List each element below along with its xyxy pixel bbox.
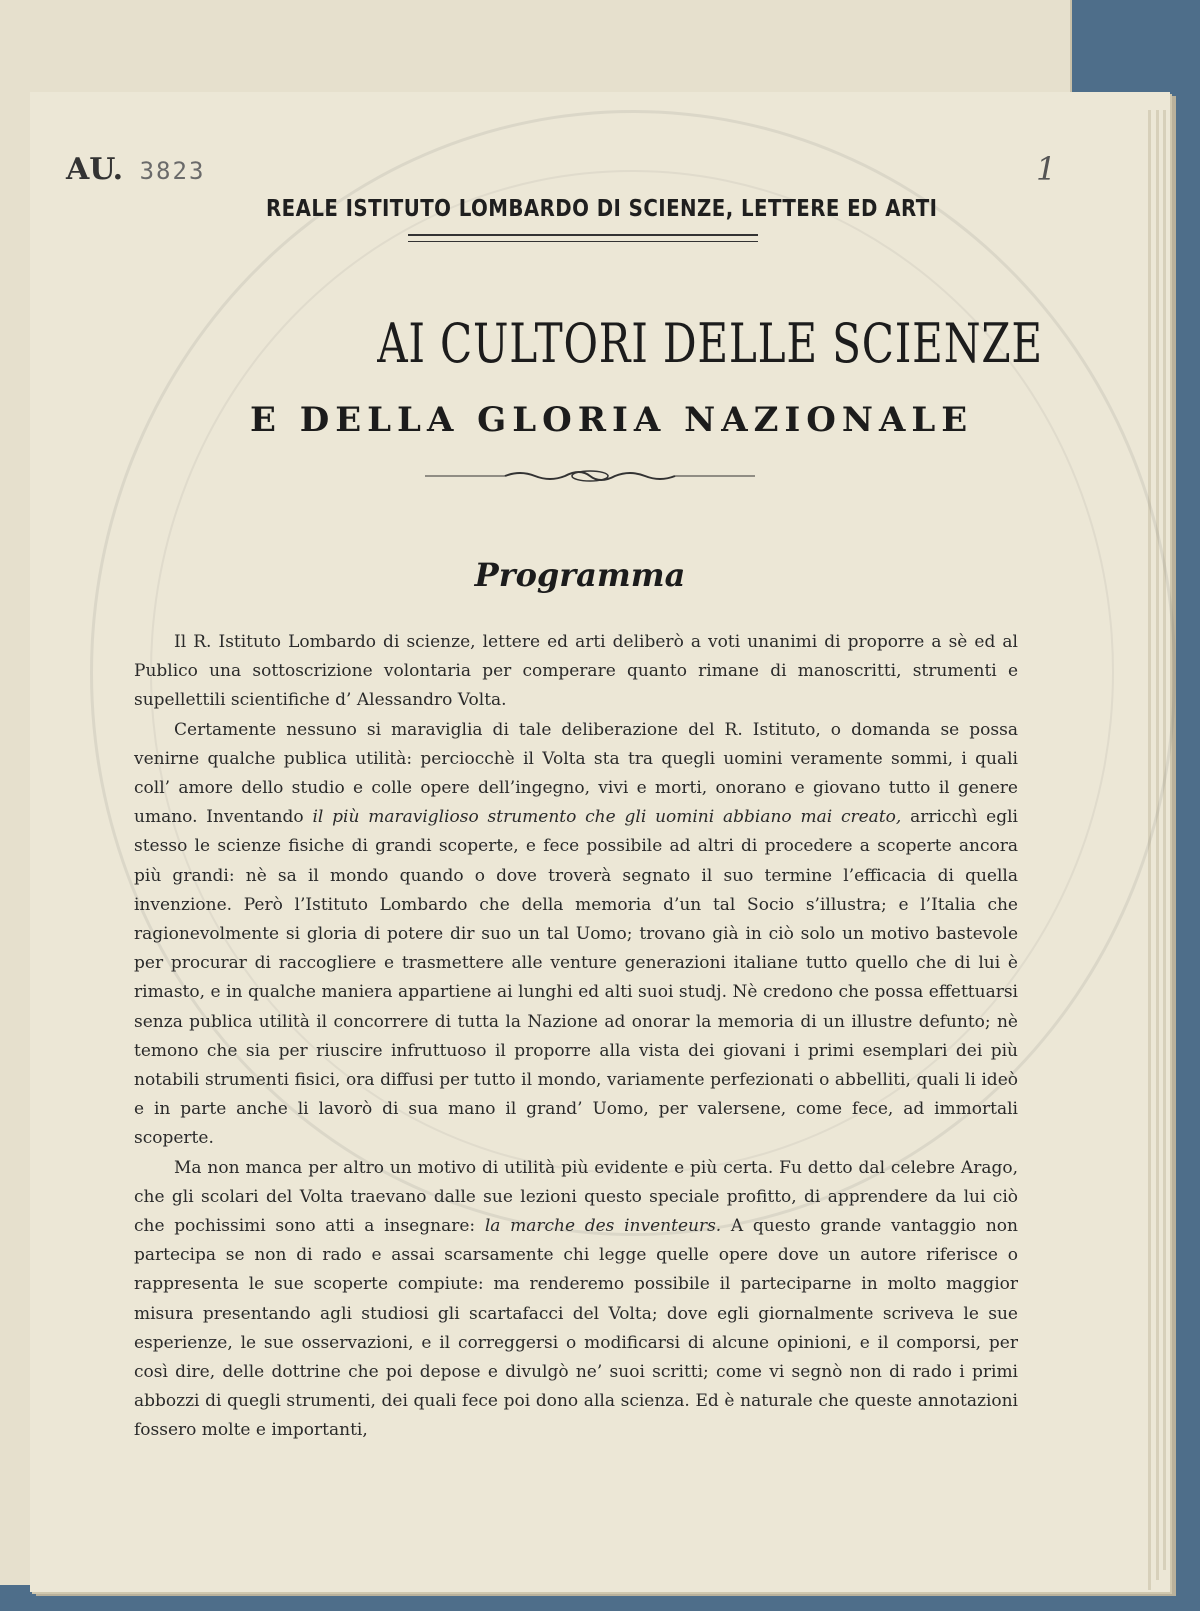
body-text [134,628,1018,1446]
title-line-2: E DELLA GLORIA NAZIONALE [250,400,974,440]
ornament-divider [425,468,755,484]
title-line-1: AI CULTORI DELLE SCIENZE [377,312,1043,375]
italic-phrase: la marche des inventeurs. [484,1216,722,1237]
text-run: Il R. Istituto Lombardo di scienze, lettere ed arti deliberò a voti unanimi di proporre a sè ed al Publico una sottoscrizione volontaria per comperare quanto rimane di manoscritti, strumenti e supellettili scientifiche d’ Alessandro Volta. [134,632,1018,711]
double-rule-divider [408,234,758,242]
paragraph [134,1154,1018,1446]
shelfmark-number: 3823 [139,157,206,185]
paragraph [134,716,1018,1154]
page-edge [1163,110,1166,1570]
italic-phrase: il più maraviglioso strumento che gli uomini abbiano mai creato, [312,807,902,828]
section-title: Programma [474,556,686,594]
text-run: arricchì egli stesso le scienze fisiche di grandi scoperte, e fece possibile ad altri di procedere a scoperte ancora più grandi: nè sa il mondo quando o dove troverà segnato il suo termine l’efficacia di quella invenzione. Però l’Istituto Lombardo che della memoria d’un tal Socio s’illustra; e l’Italia che ragionevolmente si gloria di potere dir suo un tal Uomo; trovano già in ciò solo un motivo bastevole per procurar di raccogliere e trasmettere alle venture generazioni italiane tutto quello che di lui è rimasto, e in qualche maniera appartiene ai lunghi ed alti suoi studj. Nè credono che possa effettuarsi senza publica utilità il concorrere di tutta la Nazione ad onorar la memoria di un illustre defunto; nè temono che sia per riuscire infruttuoso il proporre alla vista dei giovani i primi esemplari dei più notabili strumenti fisici, ora diffusi per tutto il mondo, variamente perfezionati o abbelliti, quali li ideò e in parte anche li lavorò di sua mano il grand’ Uomo, per valersene, come fece, ad immortali scoperte. [134,807,1018,1149]
text-run: Certamente nessuno si maraviglia di tale deliberazione del R. Istituto, o domanda se possa venirne qualche publica utilità: perciocchè il Volta sta tra quegli uomini veramente sommi, i quali coll’ amore dello studio e colle opere dell’ingegno, vivi e morti, onorano e giovano tutto il genere umano. Inventando [134,719,1018,828]
text-run: Ma non manca per altro un motivo di utilità più evidente e più certa. Fu detto dal celebre Arago, che gli scolari del Volta traevano dalle sue lezioni questo speciale profitto, di apprendere da lui ciò che pochissimi sono atti a insegnare: [134,1157,1018,1237]
shelfmark-ink: AU. [66,152,124,187]
institute-heading: REALE ISTITUTO LOMBARDO DI SCIENZE, LETTERE ED ARTI [266,196,938,222]
page-edge [1156,110,1159,1580]
page-number: 1 [1036,150,1057,188]
text-run: A questo grande vantaggio non partecipa se non di rado e assai scarsamente chi legge quelle opere dove un autore riferisce o rappresenta le sue scoperte compiute: ma renderemo possibile il parteciparne in molto maggior misura presentando agli studiosi gli scartafacci del Volta; dove egli giornalmente scriveva le sue esperienze, le sue osservazioni, e il correggersi o modificarsi di alcune opinioni, e il comporsi, per così dire, delle dottrine che poi depose e divulgò ne’ suoi scritti; come vi segnò non di rado i primi abbozzi di quegli strumenti, dei quali fece poi dono alla scienza. Ed è naturale che queste annotazioni fossero molte e importanti, [134,1216,1018,1441]
shelfmark [66,152,205,187]
paragraph [134,628,1018,716]
